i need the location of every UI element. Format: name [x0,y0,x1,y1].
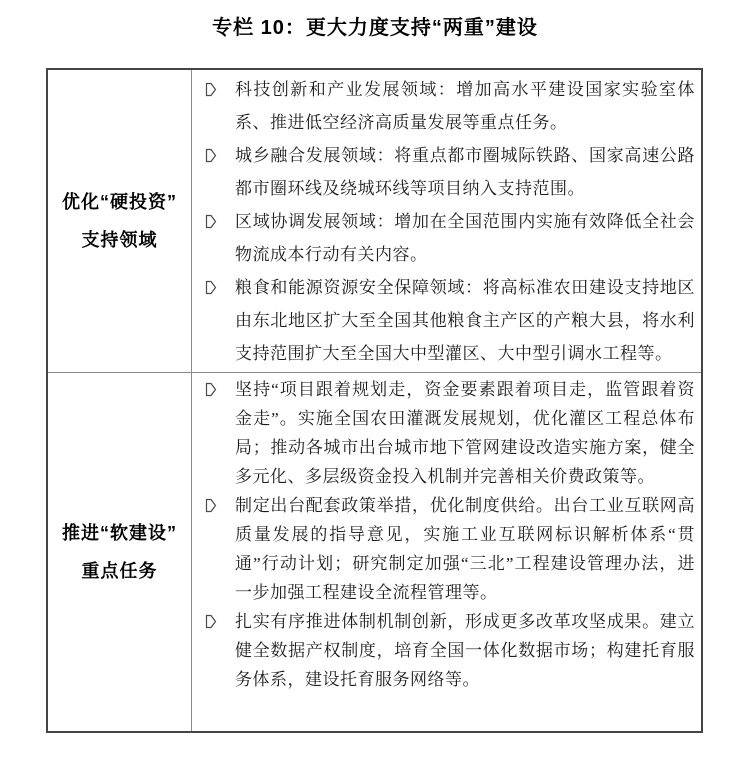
bullet-text: 扎实有序推进体制机制创新，形成更多改革攻坚成果。建立健全数据产权制度，培育全国一体化数据市场；构建托育服务体系，建设托育服务网络等。 [235,612,695,689]
bullet-text: 粮食和能源资源安全保障领域：将高标准农田建设支持地区由东北地区扩大至全国其他粮食主产区的产粮大县，将水利支持范围扩大至全国大中型灌区、大中型引调水工程等。 [235,278,695,363]
arrow-bullet-icon [204,139,235,164]
bullet-item [204,375,695,491]
bullet-text: 科技创新和产业发展领域：增加高水平建设国家实验室体系、推进低空经济高质量发展等重点任务。 [235,80,695,132]
bullet-item [204,139,695,205]
arrow-bullet-icon [204,607,235,630]
document-page [0,15,750,689]
bullet-text: 城乡融合发展领域：将重点都市圈城际铁路、国家高速公路都市圈环线及绕城环线等项目纳入支持范围。 [235,146,695,198]
row-label-line: 推进“软建设” [62,523,177,543]
arrow-bullet-icon [204,271,235,296]
row-label-cell [48,373,192,731]
arrow-bullet-icon [204,73,235,98]
row-label-line: 重点任务 [81,561,158,581]
table-row-soft-construction [48,373,701,731]
row-label-cell [48,70,192,372]
bullet-item [204,607,695,694]
bullet-item [204,205,695,271]
bullet-text: 坚持“项目跟着规划走，资金要素跟着项目走，监管跟着资金走”。实施全国农田灌溉发展规划，优化灌区工程总体布局；推动各城市出台城市地下管网建设改造实施方案，健全多元化、多层级资金投入机制并完善相关价费政策等。 [235,380,695,486]
table-row-hard-investment [48,70,701,373]
row-content-cell [192,70,701,372]
arrow-bullet-icon [204,491,235,514]
bullet-item [204,73,695,139]
column-box-table [46,68,703,733]
bullet-item [204,271,695,370]
page-title: 专栏 10：更大力度支持“两重”建设 [212,17,538,39]
bullet-item [204,491,695,607]
row-label-line: 支持领域 [81,230,158,250]
row-label-line: 优化“硬投资” [62,192,177,212]
row-content-cell [192,373,701,731]
arrow-bullet-icon [204,205,235,230]
bullet-text: 制定出台配套政策举措，优化制度供给。出台工业互联网高质量发展的指导意见，实施工业互联网标识解析体系“贯通”行动计划；研究制定加强“三北”工程建设管理办法，进一步加强工程建设全流程管理等。 [235,496,695,602]
bullet-text: 区域协调发展领域：增加在全国范围内实施有效降低全社会物流成本行动有关内容。 [235,212,695,264]
arrow-bullet-icon [204,375,235,398]
